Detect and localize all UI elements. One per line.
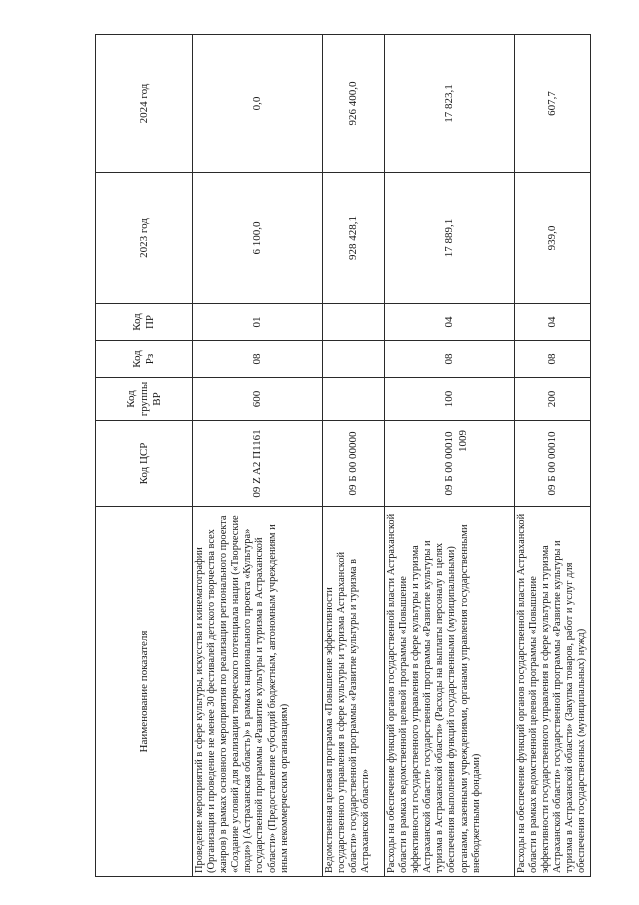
page-number: 1009 xyxy=(457,430,469,452)
row-csr: 09 Z A2 П1161 xyxy=(193,421,323,507)
rotated-page xyxy=(95,35,588,877)
header-csr: Код ЦСР xyxy=(96,421,193,507)
row-vr: 200 xyxy=(515,378,591,421)
row-2023: 928 428,1 xyxy=(323,173,385,304)
table-row xyxy=(515,35,591,877)
row-pr: 04 xyxy=(515,304,591,341)
header-2024: 2024 год xyxy=(96,35,193,173)
row-rz xyxy=(323,341,385,378)
row-pr xyxy=(323,304,385,341)
row-csr: 09 Б 00 00000 xyxy=(323,421,385,507)
table-header-row xyxy=(96,35,193,877)
header-rz: Код Рз xyxy=(96,341,193,378)
table-row xyxy=(193,35,323,877)
row-2023: 6 100,0 xyxy=(193,173,323,304)
row-2023: 17 889,1 xyxy=(385,173,515,304)
row-rz: 08 xyxy=(385,341,515,378)
row-2023: 939,0 xyxy=(515,173,591,304)
row-2024: 0,0 xyxy=(193,35,323,173)
header-2023: 2023 год xyxy=(96,173,193,304)
row-pr: 04 xyxy=(385,304,515,341)
row-name: Ведомственная целевая программа «Повышение эффективности государственного управления в сфере культуры и туризма Астраханской области» государственной программы «Развитие культуры и туризма в Астраханской области» xyxy=(323,507,385,877)
row-2024: 926 400,0 xyxy=(323,35,385,173)
row-name: Проведение мероприятий в сфере культуры, искусства и кинематографии (Организация и проведение не менее 30 фестивалей детского творчества всех жанров) в рамках основного мероприятия по реализации регионального проекта «Создание условий для реализации творческого потенциала нации («Творческие люди») (Астраханская область)» в рамках национального проекта «Культура» государственной программы «Развитие культуры и туризма в Астраханской области» (Предоставление субсидий бюджетным, автономным учреждениям и иным некоммерческим организациям) xyxy=(193,507,323,877)
budget-table xyxy=(95,34,591,877)
row-rz: 08 xyxy=(515,341,591,378)
table-row xyxy=(385,35,515,877)
budget-table-container xyxy=(95,35,588,877)
row-2024: 17 823,1 xyxy=(385,35,515,173)
table-row xyxy=(323,35,385,877)
row-name: Расходы на обеспечение функций органов государственной власти Астраханской области в рамках ведомственной целевой программы «Повышение эффективности государственного управления в сфере культуры и туризма Астраханской области» государственной программы «Развитие культуры и туризма в Астраханской области» (Расходы на выплаты персоналу в целях обеспечения выполнения функций государственными (муниципальными) органами, казенными учреждениями, органами управления государственными внебюджетными фондами) xyxy=(385,507,515,877)
row-vr: 100 xyxy=(385,378,515,421)
header-name: Наименование показателя xyxy=(96,507,193,877)
row-csr: 09 Б 00 00010 xyxy=(385,421,515,507)
row-vr: 600 xyxy=(193,378,323,421)
row-2024: 607,7 xyxy=(515,35,591,173)
row-pr: 01 xyxy=(193,304,323,341)
row-csr: 09 Б 00 00010 xyxy=(515,421,591,507)
row-rz: 08 xyxy=(193,341,323,378)
row-vr xyxy=(323,378,385,421)
row-name: Расходы на обеспечение функций органов государственной власти Астраханской области в рамках ведомственной целевой программы «Повышение эффективности государственного управления в сфере культуры и туризма Астраханской области» государственной программы «Развитие культуры и туризма в Астраханской области» (Закупка товаров, работ и услуг для обеспечения государственных (муниципальных) нужд) xyxy=(515,507,591,877)
header-vr: Код группы ВР xyxy=(96,378,193,421)
header-pr: Код ПР xyxy=(96,304,193,341)
